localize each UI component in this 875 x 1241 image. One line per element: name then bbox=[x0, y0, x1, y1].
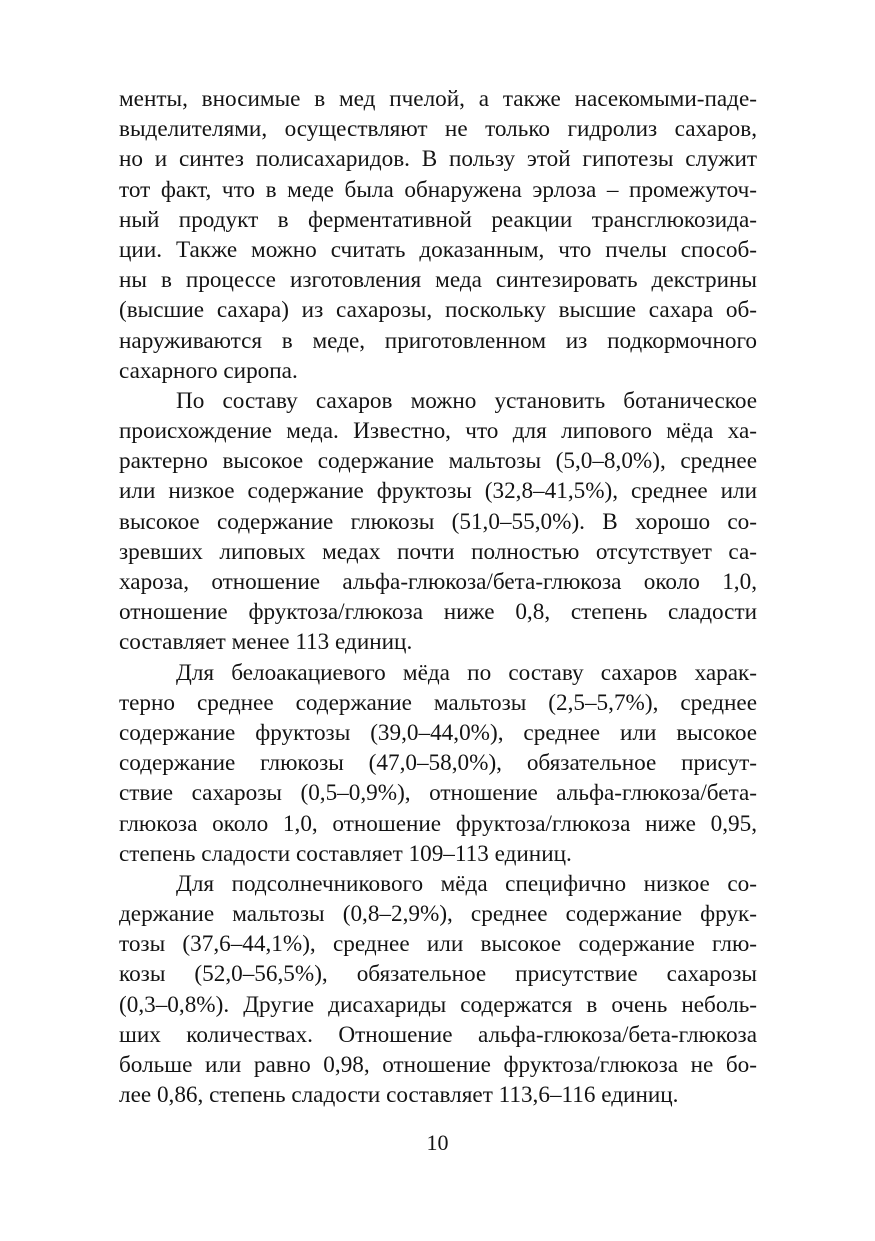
text-line: рактерно высокое содержание мальтозы (5,0–8,0%), среднее bbox=[119, 448, 757, 475]
text-line: высокое содержание глюкозы (51,0–55,0%). В хорошо со- bbox=[119, 508, 757, 535]
text-line: тозы (37,6–44,1%), среднее или высокое содержание глю- bbox=[119, 931, 757, 958]
text-line: происхождение меда. Известно, что для липового мёда ха- bbox=[119, 418, 757, 445]
text-line: сахарного сиропа. bbox=[119, 357, 298, 384]
text-line: но и синтез полисахаридов. В пользу этой гипотезы служит bbox=[119, 146, 757, 173]
text-line: ный продукт в ферментативной реакции трансглюкозида- bbox=[119, 206, 757, 233]
text-line: По составу сахаров можно установить ботаническое bbox=[176, 387, 757, 414]
text-line: содержание глюкозы (47,0–58,0%), обязательное присут- bbox=[119, 750, 757, 777]
text-line: наруживаются в меде, приготовленном из подкормочного bbox=[119, 327, 757, 354]
text-line: козы (52,0–56,5%), обязательное присутствие сахарозы bbox=[119, 961, 757, 988]
text-line: больше или равно 0,98, отношение фруктоза/глюкоза не бо- bbox=[119, 1052, 757, 1078]
text-line: содержание фруктозы (39,0–44,0%), среднее или высокое bbox=[119, 719, 757, 746]
text-line: (0,3–0,8%). Другие дисахариды содержатся в очень неболь- bbox=[119, 991, 757, 1018]
text-line: Для белоакациевого мёда по составу сахаров харак- bbox=[176, 659, 757, 686]
body-text bbox=[119, 84, 757, 1110]
text-line: степень сладости составляет 109–113 единиц. bbox=[119, 840, 572, 867]
text-line: составляет менее 113 единиц. bbox=[119, 629, 413, 656]
text-line: хароза, отношение альфа-глюкоза/бета-глюкоза около 1,0, bbox=[119, 569, 757, 595]
text-line: лее 0,86, степень сладости составляет 113,6–116 единиц. bbox=[119, 1082, 679, 1109]
text-line: ны в процессе изготовления меда синтезировать декстрины bbox=[119, 267, 757, 294]
text-line: терно среднее содержание мальтозы (2,5–5,7%), среднее bbox=[119, 689, 757, 716]
text-line: (высшие сахара) из сахарозы, поскольку высшие сахара об- bbox=[119, 297, 757, 324]
text-line: выделителями, осуществляют не только гидролиз сахаров, bbox=[119, 116, 757, 143]
text-line: менты, вносимые в мед пчелой, а также насекомыми-паде- bbox=[119, 86, 757, 112]
page-number: 10 bbox=[426, 1130, 449, 1155]
text-line: отношение фруктоза/глюкоза ниже 0,8, степень сладости bbox=[119, 599, 757, 626]
text-line: или низкое содержание фруктозы (32,8–41,5%), среднее или bbox=[119, 478, 757, 505]
text-line: ции. Также можно считать доказанным, что пчелы способ- bbox=[119, 236, 757, 263]
text-line: ших количествах. Отношение альфа-глюкоза/бета-глюкоза bbox=[119, 1021, 757, 1048]
text-line: зревших липовых медах почти полностью отсутствует са- bbox=[119, 538, 757, 565]
text-line: тот факт, что в меде была обнаружена эрлоза – промежуточ- bbox=[119, 176, 757, 203]
text-line: ствие сахарозы (0,5–0,9%), отношение альфа-глюкоза/бета- bbox=[119, 780, 757, 807]
text-line: держание мальтозы (0,8–2,9%), среднее содержание фрук- bbox=[119, 901, 757, 928]
text-line: глюкоза около 1,0, отношение фруктоза/глюкоза ниже 0,95, bbox=[119, 810, 757, 837]
text-line: Для подсолнечникового мёда специфично низкое со- bbox=[176, 870, 757, 897]
